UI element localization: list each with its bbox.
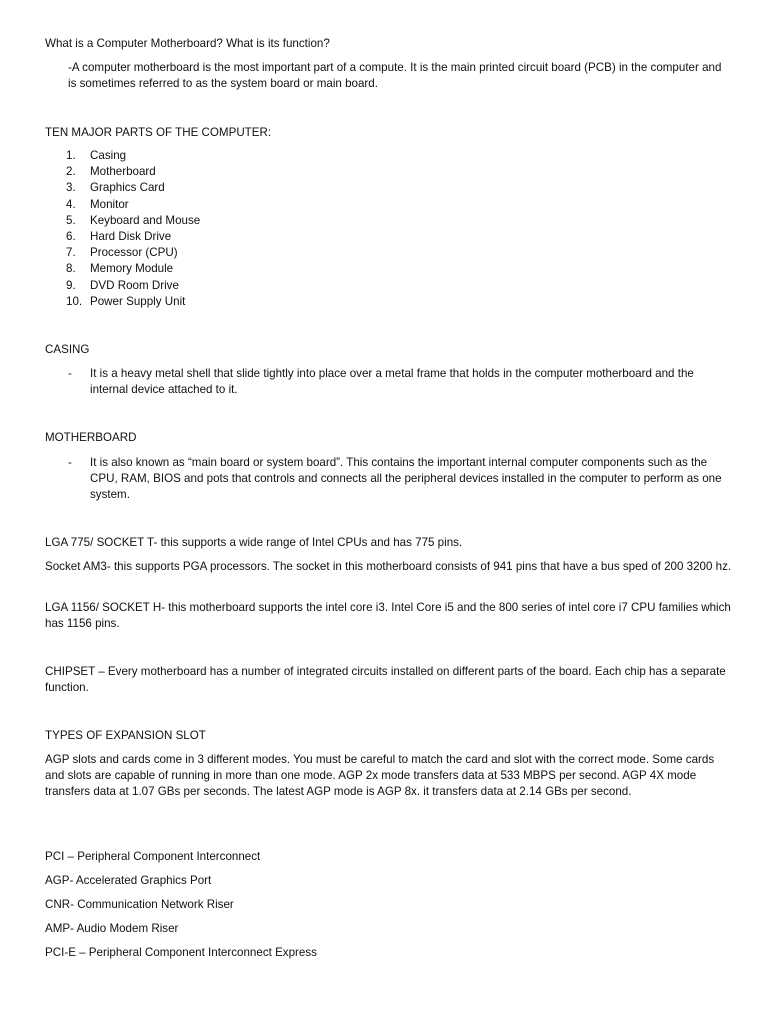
list-item: 8. Memory Module (66, 262, 174, 276)
expansion-heading: TYPES OF EXPANSION SLOT (45, 729, 206, 742)
acronym-agp: AGP- Accelerated Graphics Port (45, 874, 212, 887)
acronym-pci: PCI – Peripheral Component Interconnect (45, 850, 261, 863)
motherboard-text: It is also known as “main board or system board”. This contains the important internal computer components such as the CPU, RAM, BIOS and pots that controls and connects all the peripheral devices installed in the computer to perform as one system. (90, 456, 722, 501)
casing-text: It is a heavy metal shell that slide tightly into place over a metal frame that holds in the computer motherboard and the internal device attached to it. (90, 367, 694, 396)
socket-lga1156: LGA 1156/ SOCKET H- this motherboard supports the intel core i3. Intel Core i5 and the 800 series of intel core i7 CPU families which has 1156 pins. (45, 601, 731, 630)
expansion-paragraph: AGP slots and cards come in 3 different modes. You must be careful to match the card and slot with the correct mode. Some cards and slots are capable of running in more than one mode. AGP 2x mode transfers data at 533 MBPS per second. AGP 4X mode transfers data at 1.07 GBs per seconds. The latest AGP mode is AGP 8x. it transfers data at 2.14 GBs per second. (45, 753, 715, 798)
casing-bullet (68, 366, 728, 398)
parts-heading: TEN MAJOR PARTS OF THE COMPUTER: (45, 126, 272, 139)
dash-marker: - (68, 367, 72, 380)
acronym-cnr: CNR- Communication Network Riser (45, 898, 234, 911)
list-item: 10. Power Supply Unit (66, 294, 186, 308)
motherboard-definition: -A computer motherboard is the most important part of a compute. It is the main printed circuit board (PCB) in the computer and is sometimes referred to as the system board or main board. (68, 61, 722, 90)
list-item: 2. Motherboard (66, 165, 156, 179)
parts-list (66, 148, 200, 310)
question-heading: What is a Computer Motherboard? What is its function? (45, 37, 330, 50)
chipset-paragraph: CHIPSET – Every motherboard has a number of integrated circuits installed on different parts of the board. Each chip has a separate function. (45, 665, 726, 694)
list-item: 6. Hard Disk Drive (66, 229, 172, 243)
dash-marker: - (68, 456, 72, 469)
list-item: 9. DVD Room Drive (66, 278, 179, 292)
list-item: 1. Casing (66, 149, 127, 162)
list-item: 3. Graphics Card (66, 181, 165, 195)
list-item: 7. Processor (CPU) (66, 246, 178, 260)
motherboard-bullet (68, 455, 728, 503)
acronym-amp: AMP- Audio Modem Riser (45, 922, 179, 935)
list-item: 4. Monitor (66, 197, 129, 211)
motherboard-heading: MOTHERBOARD (45, 431, 137, 444)
list-item: 5. Keyboard and Mouse (66, 213, 201, 227)
casing-heading: CASING (45, 343, 90, 356)
socket-am3: Socket AM3- this supports PGA processors. The socket in this motherboard consists of 941 pins that have a bus sped of 200 3200 hz. (45, 560, 732, 573)
socket-lga775: LGA 775/ SOCKET T- this supports a wide range of Intel CPUs and has 775 pins. (45, 536, 463, 549)
acronym-pci-e: PCI-E – Peripheral Component Interconnect Express (45, 946, 317, 959)
